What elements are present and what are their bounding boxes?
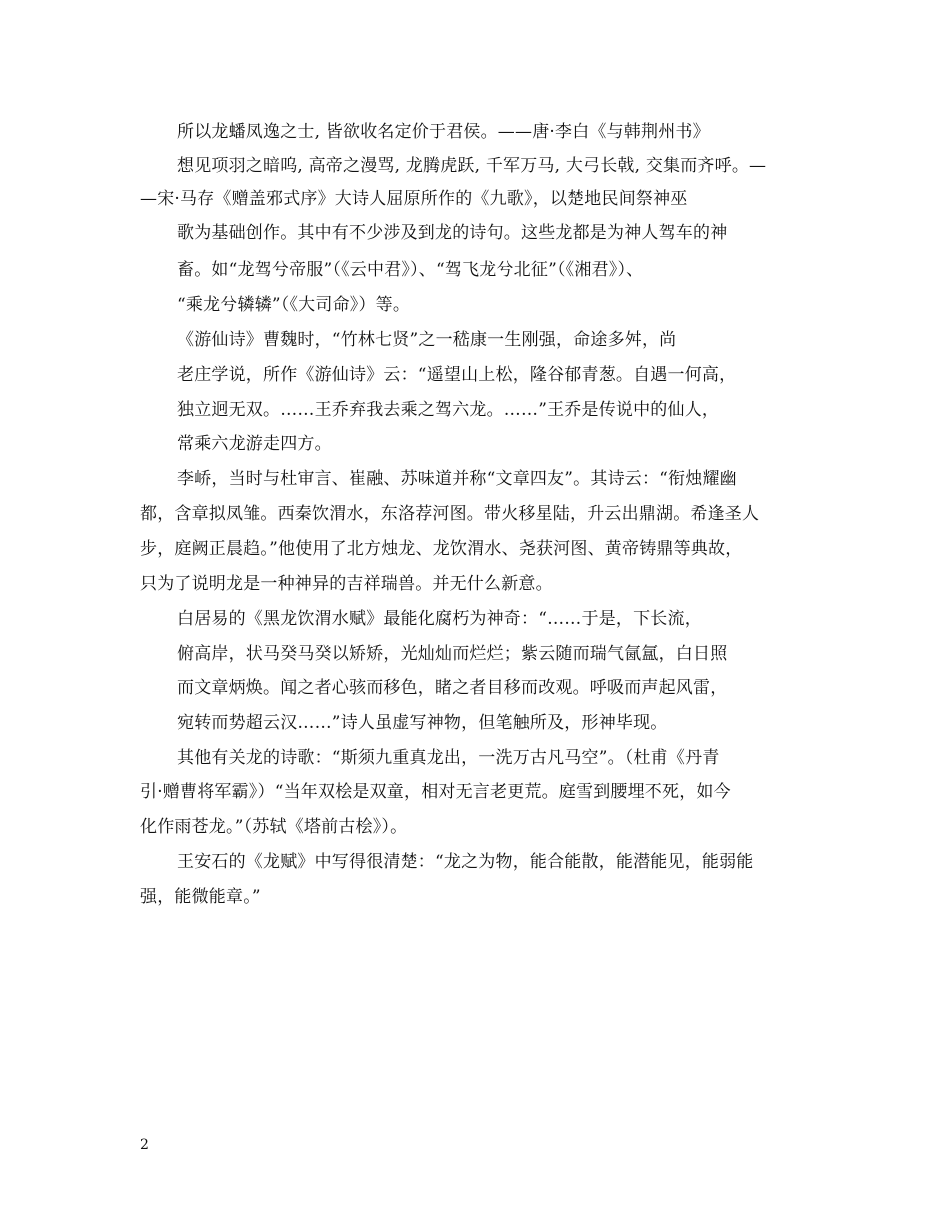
- text-line: 而文章炳焕。闻之者心骇而移色，睹之者目移而改观。呼吸而声起风雷，: [177, 678, 728, 698]
- text-line: 化作雨苍龙。”（苏轼《塔前古桧》）。: [140, 817, 408, 837]
- text-line: 王安石的《龙赋》中写得很清楚：“龙之为物，能合能散，能潜能见，能弱能: [177, 852, 754, 872]
- text-line: 想见项羽之暗呜, 高帝之漫骂, 龙腾虎跃, 千军万马, 大弓长戟, 交集而齐呼。—: [177, 156, 767, 176]
- text-line: 李峤，当时与杜审言、崔融、苏味道并称“文章四友”。其诗云：“衔烛耀幽: [177, 469, 737, 489]
- text-line: 强，能微能章。”: [140, 887, 261, 907]
- text-line: 常乘六龙游走四方。: [177, 434, 332, 454]
- text-line: 俯高岸，状马癸马癸以矫矫，光灿灿而烂烂；紫云随而瑞气氤氲，白日照: [177, 644, 728, 664]
- text-line: 其他有关龙的诗歌：“斯须九重真龙出，一洗万古凡马空”。（杜甫《丹青: [177, 748, 720, 768]
- page-number: 2: [140, 1137, 149, 1153]
- text-line: 老庄学说，所作《游仙诗》云：“遥望山上松，隆谷郁青葱。自遇一何高，: [177, 365, 737, 385]
- text-line: 只为了说明龙是一种神异的吉祥瑞兽。并无什么新意。: [140, 574, 553, 594]
- text-line: 《游仙诗》曹魏时，“竹林七贤”之一嵇康一生刚强，命途多舛，尚: [177, 330, 677, 350]
- text-line: 引·赠曹将军霸》）“当年双桧是双童，相对无言老更荒。庭雪到腰埋不死，如今: [140, 782, 731, 802]
- text-line: 白居易的《黑龙饮渭水赋》最能化腐朽为神奇：“……于是，下长流，: [177, 609, 702, 629]
- text-line: “乘龙兮辚辚”（《大司命》）等。: [177, 295, 411, 315]
- text-line: 都，含章拟凤雏。西秦饮渭水，东洛荐河图。带火移星陆，升云出鼎湖。希逢圣人: [140, 504, 760, 524]
- text-line: —宋·马存《赠盖邪式序》大诗人屈原所作的《九歌》，以楚地民间祭神巫: [140, 189, 688, 209]
- text-line: 歌为基础创作。其中有不少涉及到龙的诗句。这些龙都是为神人驾车的神: [177, 223, 728, 243]
- text-line: 畜。如“龙驾兮帝服”（《云中君》）、“驾飞龙兮北征”（《湘君》）、: [177, 260, 644, 280]
- text-line: 步，庭阙正晨趋。”他使用了北方烛龙、龙饮渭水、尧获河图、黄帝铸鼎等典故，: [140, 539, 743, 559]
- text-line: 所以龙蟠凤逸之士, 皆欲收名定价于君侯。——唐·李白《与韩荆州书》: [177, 122, 710, 142]
- text-line: 宛转而势超云汉……”诗人虽虚写神物，但笔触所及，形神毕现。: [177, 713, 668, 733]
- text-line: 独立迥无双。……王乔弃我去乘之驾六龙。……”王乔是传说中的仙人，: [177, 400, 720, 420]
